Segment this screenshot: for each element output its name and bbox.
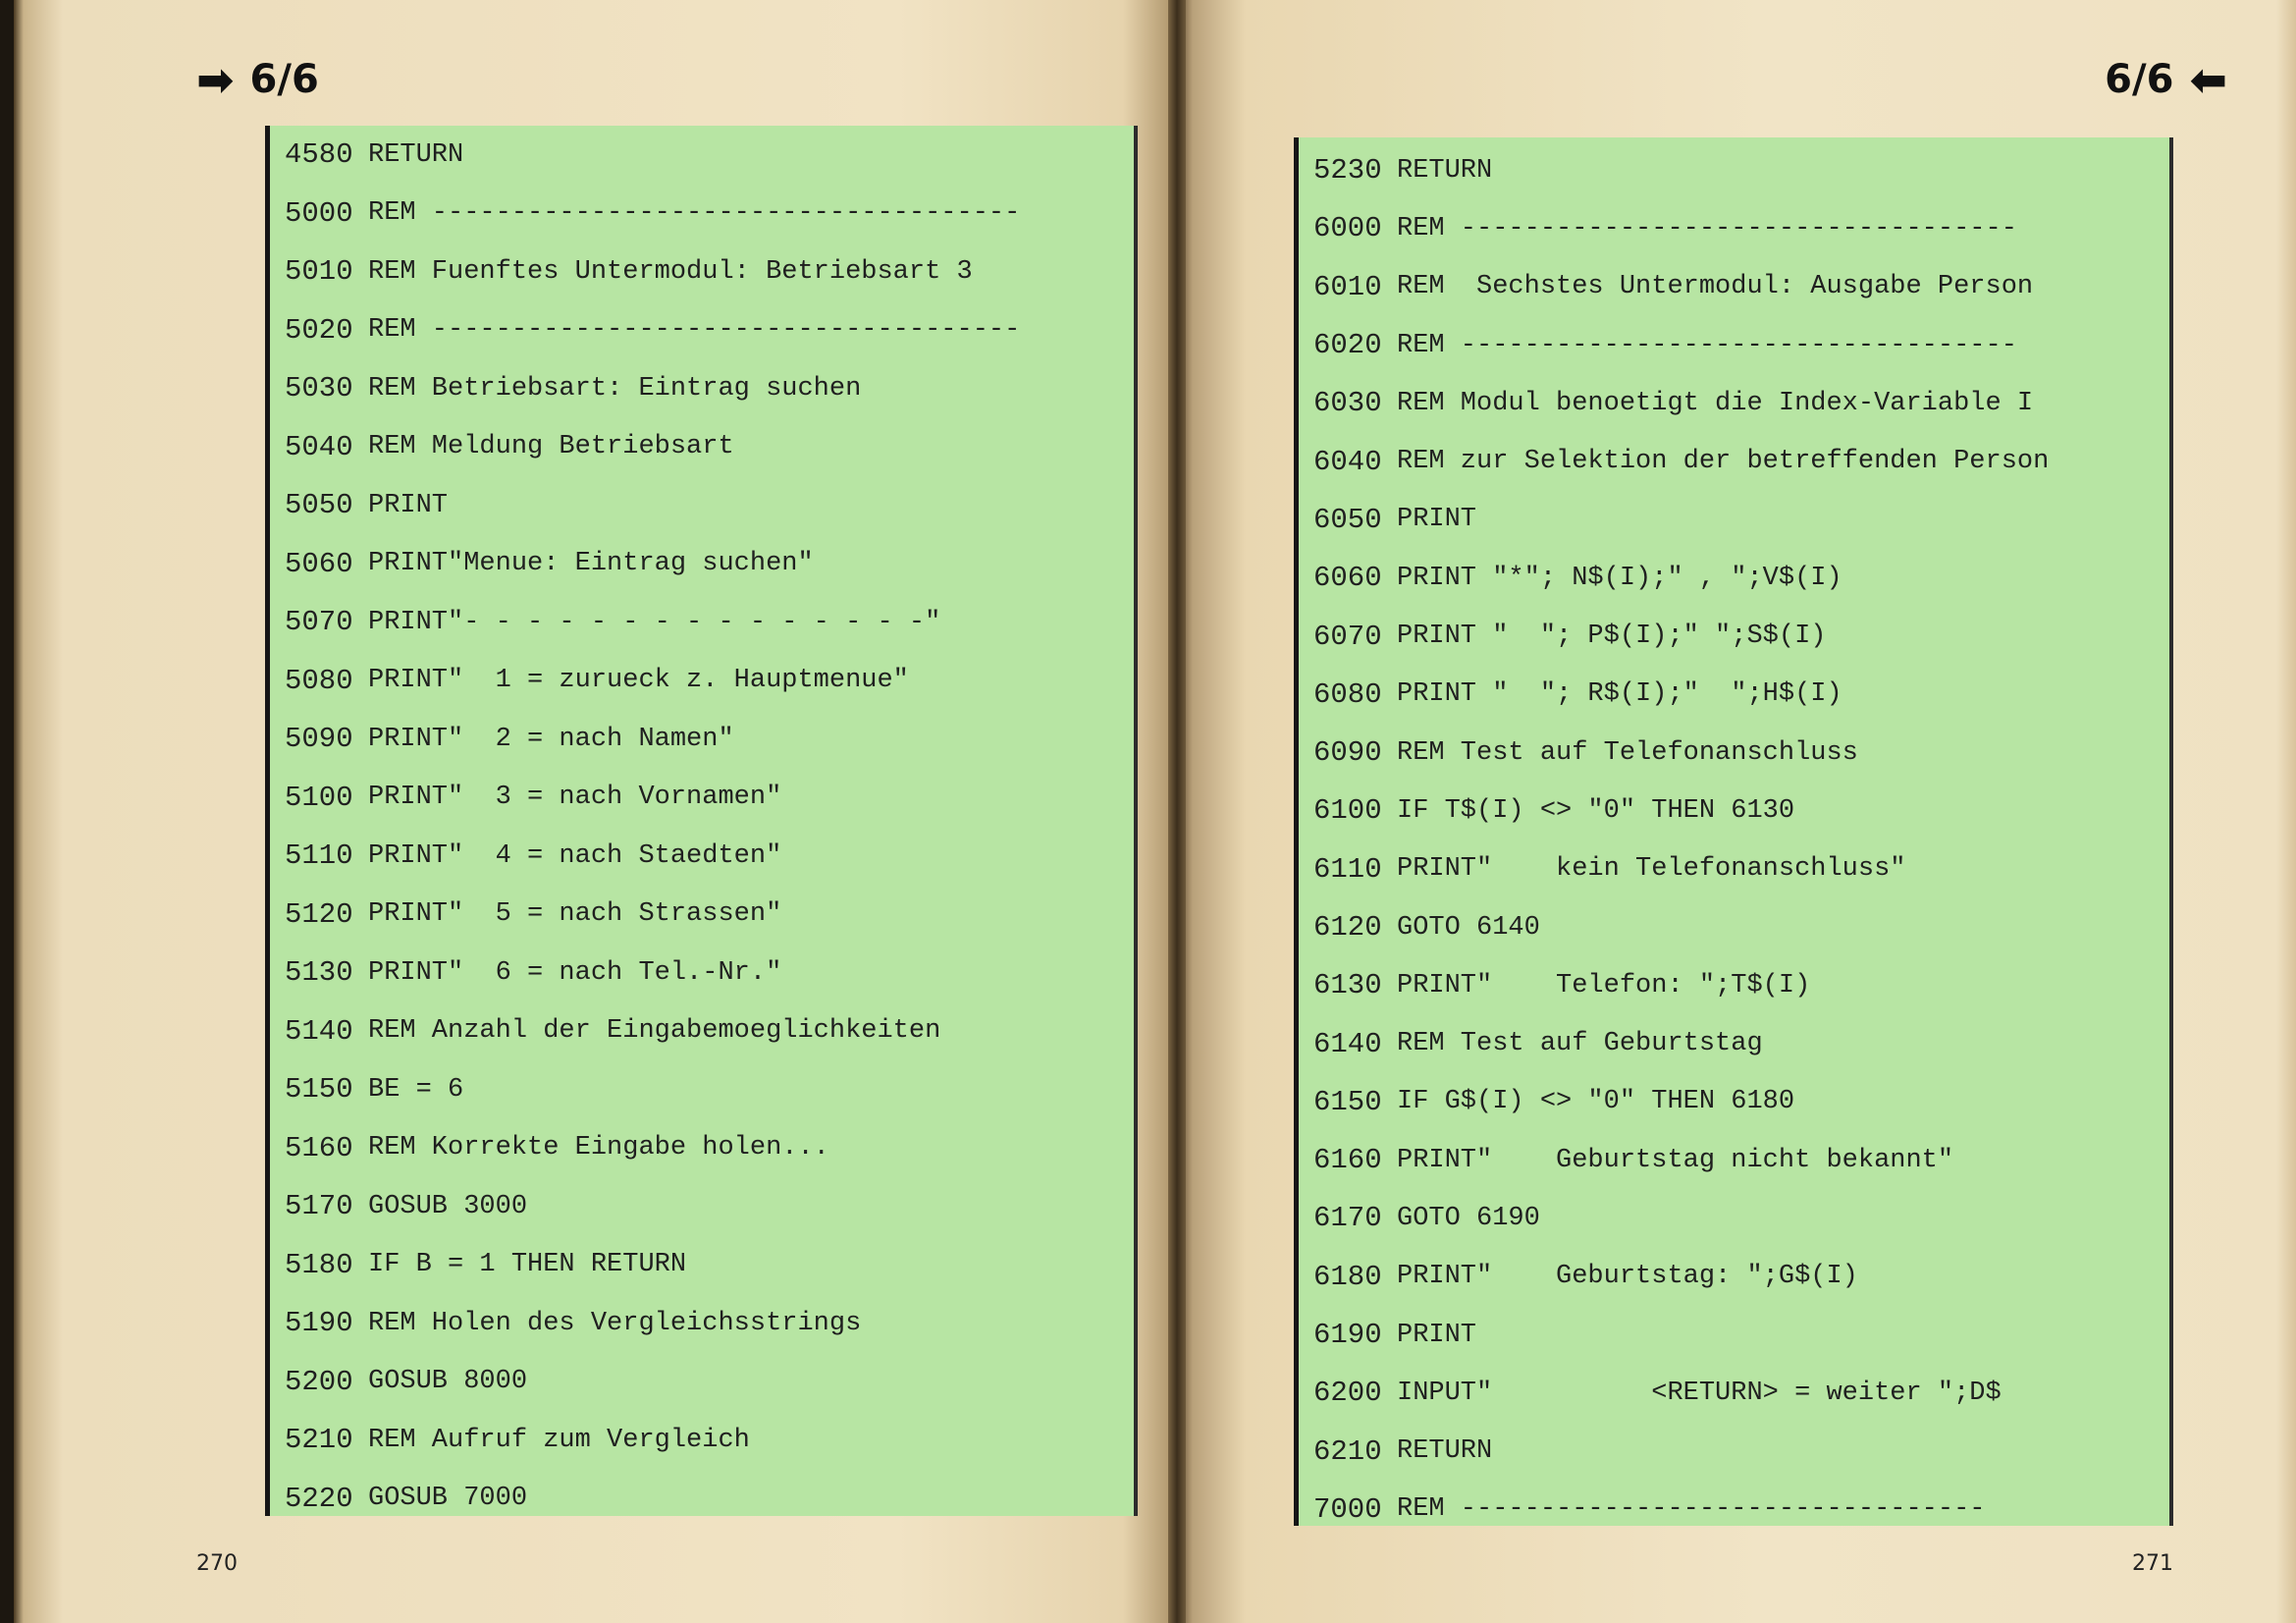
right-section-marker — [2105, 53, 2227, 106]
line-number: 6060 — [1313, 562, 1382, 595]
code-line — [1299, 1014, 2049, 1072]
line-number: 6170 — [1313, 1202, 1382, 1235]
code-line — [1299, 258, 2049, 316]
line-number: 5140 — [285, 1014, 353, 1048]
line-statement: BE = 6 — [368, 1074, 464, 1105]
line-number: 6030 — [1313, 387, 1382, 420]
line-number: 6160 — [1313, 1144, 1382, 1177]
code-line — [270, 1411, 1020, 1470]
code-line — [1299, 1423, 2049, 1481]
line-statement: INPUT" <RETURN> = weiter ";D$ — [1397, 1378, 2002, 1408]
line-number: 5010 — [285, 255, 353, 289]
line-statement: PRINT — [1397, 1320, 1477, 1350]
line-number: 5160 — [285, 1131, 353, 1164]
code-line — [1299, 1364, 2049, 1422]
line-statement: IF B = 1 THEN RETURN — [368, 1250, 687, 1280]
line-statement: REM Fuenftes Untermodul: Betriebsart 3 — [368, 256, 973, 287]
code-line — [270, 1060, 1020, 1119]
line-statement: PRINT" Geburtstag nicht bekannt" — [1397, 1145, 1954, 1175]
code-line — [270, 476, 1020, 535]
line-number: 5100 — [285, 781, 353, 814]
code-line — [270, 1002, 1020, 1061]
code-line — [270, 1353, 1020, 1412]
line-number: 5030 — [285, 372, 353, 406]
line-number: 6080 — [1313, 677, 1382, 711]
code-lines — [270, 126, 1020, 1528]
line-statement: REM Aufruf zum Vergleich — [368, 1425, 750, 1455]
left-code-listing — [265, 126, 1138, 1516]
line-number: 6010 — [1313, 270, 1382, 303]
line-number: 5150 — [285, 1073, 353, 1107]
code-line — [270, 418, 1020, 477]
line-statement: PRINT" 4 = nach Staedten" — [368, 840, 782, 871]
line-statement: REM ------------------------------------- — [368, 198, 1021, 229]
line-number: 6180 — [1313, 1260, 1382, 1293]
line-number: 5080 — [285, 664, 353, 697]
line-statement: IF G$(I) <> "0" THEN 6180 — [1397, 1087, 1795, 1117]
code-line — [1299, 199, 2049, 257]
line-statement: PRINT " "; R$(I);" ";H$(I) — [1397, 679, 1842, 710]
line-statement: PRINT" 2 = nach Namen" — [368, 724, 734, 754]
code-line — [270, 1177, 1020, 1236]
code-line — [1299, 491, 2049, 549]
line-statement: REM zur Selektion der betreffenden Person — [1397, 447, 2050, 477]
code-line — [1299, 1248, 2049, 1306]
line-number: 5040 — [285, 430, 353, 463]
line-statement: PRINT — [1397, 505, 1477, 535]
line-number: 6040 — [1313, 445, 1382, 478]
line-statement: REM Holen des Vergleichsstrings — [368, 1308, 862, 1338]
code-line — [270, 1236, 1020, 1295]
code-line — [270, 359, 1020, 418]
line-number: 6130 — [1313, 969, 1382, 1002]
code-line — [1299, 1306, 2049, 1364]
line-number: 6150 — [1313, 1085, 1382, 1118]
line-statement: RETURN — [368, 139, 464, 170]
line-number: 5110 — [285, 839, 353, 873]
code-line — [1299, 1073, 2049, 1131]
code-line — [1299, 724, 2049, 782]
page-number: 271 — [2132, 1551, 2173, 1576]
code-line — [1299, 549, 2049, 607]
line-number: 5220 — [285, 1482, 353, 1515]
code-line — [270, 301, 1020, 360]
section-label: 6/6 — [2105, 57, 2174, 102]
line-number: 6100 — [1313, 794, 1382, 828]
line-statement: REM Test auf Geburtstag — [1397, 1029, 1763, 1059]
code-line — [1299, 666, 2049, 724]
line-statement: PRINT" Geburtstag: ";G$(I) — [1397, 1262, 1858, 1292]
line-number: 5090 — [285, 723, 353, 756]
code-line — [270, 593, 1020, 652]
line-statement: RETURN — [1397, 1436, 1493, 1467]
line-statement: REM Betriebsart: Eintrag suchen — [368, 373, 862, 404]
line-statement: PRINT"- - - - - - - - - - - - - - -" — [368, 607, 941, 637]
line-number: 5000 — [285, 196, 353, 230]
line-number: 6110 — [1313, 852, 1382, 886]
line-statement: GOSUB 3000 — [368, 1191, 528, 1221]
line-number: 5200 — [285, 1365, 353, 1398]
line-statement: PRINT " "; P$(I);" ";S$(I) — [1397, 622, 1827, 652]
code-line — [270, 886, 1020, 945]
line-statement: RETURN — [1397, 155, 1493, 186]
line-number: 5060 — [285, 547, 353, 580]
code-line — [1299, 1131, 2049, 1189]
line-number: 6190 — [1313, 1319, 1382, 1352]
line-number: 6200 — [1313, 1377, 1382, 1410]
line-statement: GOTO 6190 — [1397, 1203, 1540, 1233]
line-statement: REM Test auf Telefonanschluss — [1397, 737, 1858, 768]
line-statement: PRINT" 6 = nach Tel.-Nr." — [368, 957, 782, 988]
code-line — [270, 185, 1020, 243]
line-number: 6210 — [1313, 1434, 1382, 1468]
code-line — [270, 1294, 1020, 1353]
line-statement: GOSUB 7000 — [368, 1484, 528, 1514]
line-number: 5210 — [285, 1424, 353, 1457]
line-statement: PRINT" 5 = nach Strassen" — [368, 899, 782, 930]
code-lines — [1299, 141, 2049, 1539]
code-line — [270, 944, 1020, 1002]
book-spine — [1168, 0, 1186, 1623]
line-statement: REM Anzahl der Eingabemoeglichkeiten — [368, 1016, 941, 1047]
line-number: 5170 — [285, 1190, 353, 1223]
line-statement: PRINT" 3 = nach Vornamen" — [368, 783, 782, 813]
code-line — [1299, 607, 2049, 665]
code-line — [270, 769, 1020, 828]
code-line — [270, 827, 1020, 886]
code-line — [270, 1119, 1020, 1178]
line-statement: PRINT "*"; N$(I);" , ";V$(I) — [1397, 563, 1842, 593]
left-section-marker — [196, 53, 319, 106]
page-number: 270 — [196, 1551, 238, 1576]
line-statement: GOTO 6140 — [1397, 912, 1540, 943]
line-statement: PRINT" kein Telefonanschluss" — [1397, 854, 1906, 885]
code-line — [1299, 316, 2049, 374]
code-line — [1299, 956, 2049, 1014]
line-number: 6050 — [1313, 503, 1382, 536]
line-statement: REM --------------------------------- — [1397, 1494, 1986, 1525]
line-statement: PRINT" 1 = zurueck z. Hauptmenue" — [368, 666, 909, 696]
line-number: 6140 — [1313, 1027, 1382, 1060]
line-statement: REM Modul benoetigt die Index-Variable I — [1397, 388, 2034, 418]
code-line — [1299, 432, 2049, 490]
code-line — [1299, 141, 2049, 199]
code-line — [270, 1470, 1020, 1529]
code-line — [1299, 840, 2049, 898]
arrow-left-icon: ⬅ — [2189, 53, 2227, 106]
code-line — [1299, 782, 2049, 839]
line-statement: REM Korrekte Eingabe holen... — [368, 1133, 829, 1163]
line-statement: REM ----------------------------------- — [1397, 213, 2017, 243]
line-statement: REM Sechstes Untermodul: Ausgabe Person — [1397, 272, 2034, 302]
line-number: 6070 — [1313, 620, 1382, 653]
code-line — [270, 652, 1020, 711]
line-statement: REM Meldung Betriebsart — [368, 432, 734, 462]
code-line — [270, 710, 1020, 769]
line-statement: PRINT"Menue: Eintrag suchen" — [368, 549, 814, 579]
code-line — [270, 126, 1020, 185]
line-number: 5120 — [285, 897, 353, 931]
right-code-listing — [1294, 137, 2173, 1526]
line-statement: GOSUB 8000 — [368, 1367, 528, 1397]
line-number: 5190 — [285, 1307, 353, 1340]
line-statement: IF T$(I) <> "0" THEN 6130 — [1397, 795, 1795, 826]
code-line — [270, 535, 1020, 594]
code-line — [1299, 898, 2049, 956]
line-statement: PRINT — [368, 490, 449, 520]
line-statement: PRINT" Telefon: ";T$(I) — [1397, 970, 1811, 1001]
line-number: 5070 — [285, 606, 353, 639]
line-number: 6090 — [1313, 736, 1382, 770]
line-number: 5130 — [285, 956, 353, 990]
section-label: 6/6 — [249, 57, 319, 102]
line-number: 6120 — [1313, 911, 1382, 944]
line-number: 6020 — [1313, 329, 1382, 362]
line-number: 4580 — [285, 138, 353, 172]
code-line — [1299, 374, 2049, 432]
code-line — [1299, 1481, 2049, 1539]
code-line — [1299, 1189, 2049, 1247]
arrow-right-icon: ➡ — [196, 53, 235, 106]
line-statement: REM ----------------------------------- — [1397, 330, 2017, 360]
line-number: 5230 — [1313, 154, 1382, 188]
line-number: 6000 — [1313, 212, 1382, 245]
line-number: 5020 — [285, 313, 353, 347]
code-line — [270, 243, 1020, 301]
line-statement: REM ------------------------------------- — [368, 315, 1021, 346]
line-number: 7000 — [1313, 1492, 1382, 1526]
line-number: 5050 — [285, 489, 353, 522]
line-number: 5180 — [285, 1248, 353, 1281]
